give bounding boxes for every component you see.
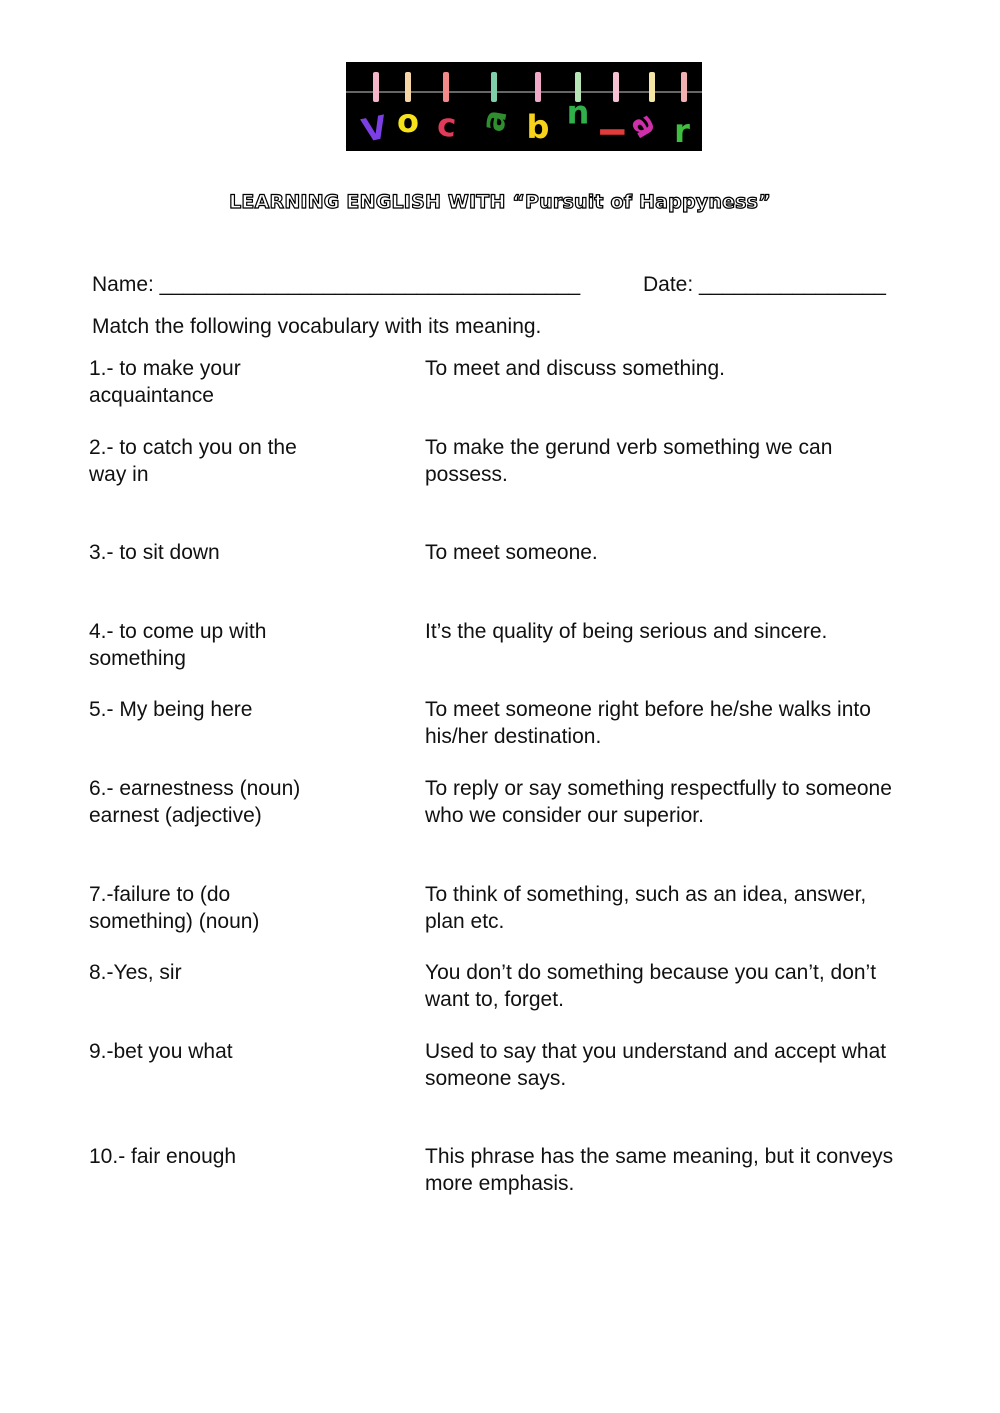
banner-letter: u: [566, 98, 590, 136]
page-title: [0, 191, 1000, 213]
meaning-item-3: [425, 539, 965, 566]
meaning-line: more emphasis.: [425, 1172, 575, 1195]
meaning-item-9: [425, 1038, 965, 1092]
banner-letter: c: [435, 105, 458, 145]
clothespin-icon: [681, 72, 687, 102]
vocab-item-6: [89, 775, 369, 829]
vocab-line: 1.- to make your: [89, 357, 241, 380]
meaning-item-1: [425, 355, 965, 382]
instruction-text: Match the following vocabulary with its meaning.: [92, 315, 542, 338]
banner-letter: l: [592, 126, 630, 138]
meaning-item-10: [425, 1143, 965, 1197]
meaning-line: someone says.: [425, 1067, 567, 1090]
vocab-line: 9.-bet you what: [89, 1040, 233, 1063]
banner-letter: a: [623, 106, 668, 145]
vocab-line: 6.- earnestness (noun): [89, 777, 301, 800]
banner-letter: r: [674, 112, 690, 150]
meaning-line: who we consider our superior.: [425, 804, 704, 827]
meaning-line: To make the gerund verb something we can: [425, 436, 833, 459]
clothespin-icon: [575, 72, 581, 102]
meaning-line: To reply or say something respectfully to someone: [425, 777, 892, 800]
vocab-line: something) (noun): [89, 910, 260, 933]
vocab-line: 5.- My being here: [89, 698, 253, 721]
meaning-line: To meet someone.: [425, 541, 598, 564]
vocab-item-7: [89, 881, 369, 935]
vocabulary-banner-image: [346, 62, 702, 151]
name-field[interactable]: Name: ____________________________________: [92, 273, 581, 296]
date-field[interactable]: Date: ________________: [643, 273, 886, 296]
vocab-item-2: [89, 434, 369, 488]
clothespin-icon: [535, 72, 541, 102]
vocab-line: way in: [89, 463, 149, 486]
vocab-line: something: [89, 647, 186, 670]
banner-letter: a: [473, 106, 515, 135]
vocab-item-5: [89, 696, 369, 723]
meaning-item-5: [425, 696, 965, 750]
meaning-line: To meet someone right before he/she walks into: [425, 698, 871, 721]
clothespin-icon: [649, 72, 655, 102]
meaning-line: You don’t do something because you can’t, don’t: [425, 961, 877, 984]
meaning-item-2: [425, 434, 965, 488]
vocab-item-8: [89, 959, 369, 986]
meaning-line: his/her destination.: [425, 725, 602, 748]
vocab-line: 3.- to sit down: [89, 541, 220, 564]
vocabulary-banner: [346, 62, 702, 151]
vocab-item-3: [89, 539, 369, 566]
meaning-line: possess.: [425, 463, 508, 486]
meaning-line: It’s the quality of being serious and sincere.: [425, 620, 828, 643]
clothespin-icon: [491, 72, 497, 102]
meaning-line: This phrase has the same meaning, but it conveys: [425, 1145, 894, 1168]
banner-letter: V: [358, 107, 391, 151]
clothespin-icon: [373, 72, 379, 102]
meaning-item-8: [425, 959, 965, 1013]
vocab-line: 10.- fair enough: [89, 1145, 237, 1168]
meaning-line: plan etc.: [425, 910, 505, 933]
vocab-item-10: [89, 1143, 369, 1170]
vocab-item-1: [89, 355, 369, 409]
clothespin-icon: [405, 72, 411, 102]
vocab-line: 2.- to catch you on the: [89, 436, 297, 459]
banner-letter: b: [526, 108, 550, 146]
vocab-line: 4.- to come up with: [89, 620, 267, 643]
page-title-text: LEARNING ENGLISH WITH “Pursuit of Happyness”: [229, 191, 771, 213]
vocab-line: 7.-failure to (do: [89, 883, 231, 906]
clothespin-icon: [613, 72, 619, 102]
vocab-line: acquaintance: [89, 384, 214, 407]
vocab-item-4: [89, 618, 369, 672]
meaning-item-6: [425, 775, 965, 829]
meaning-line: Used to say that you understand and accept what: [425, 1040, 887, 1063]
clothespin-icon: [443, 72, 449, 102]
vocab-line: 8.-Yes, sir: [89, 961, 182, 984]
meaning-line: To think of something, such as an idea, answer,: [425, 883, 867, 906]
meaning-item-7: [425, 881, 965, 935]
meaning-line: To meet and discuss something.: [425, 357, 725, 380]
meaning-item-4: [425, 618, 965, 645]
vocab-item-9: [89, 1038, 369, 1065]
vocab-line: earnest (adjective): [89, 804, 262, 827]
meaning-line: want to, forget.: [425, 988, 564, 1011]
banner-letter: o: [397, 102, 419, 140]
